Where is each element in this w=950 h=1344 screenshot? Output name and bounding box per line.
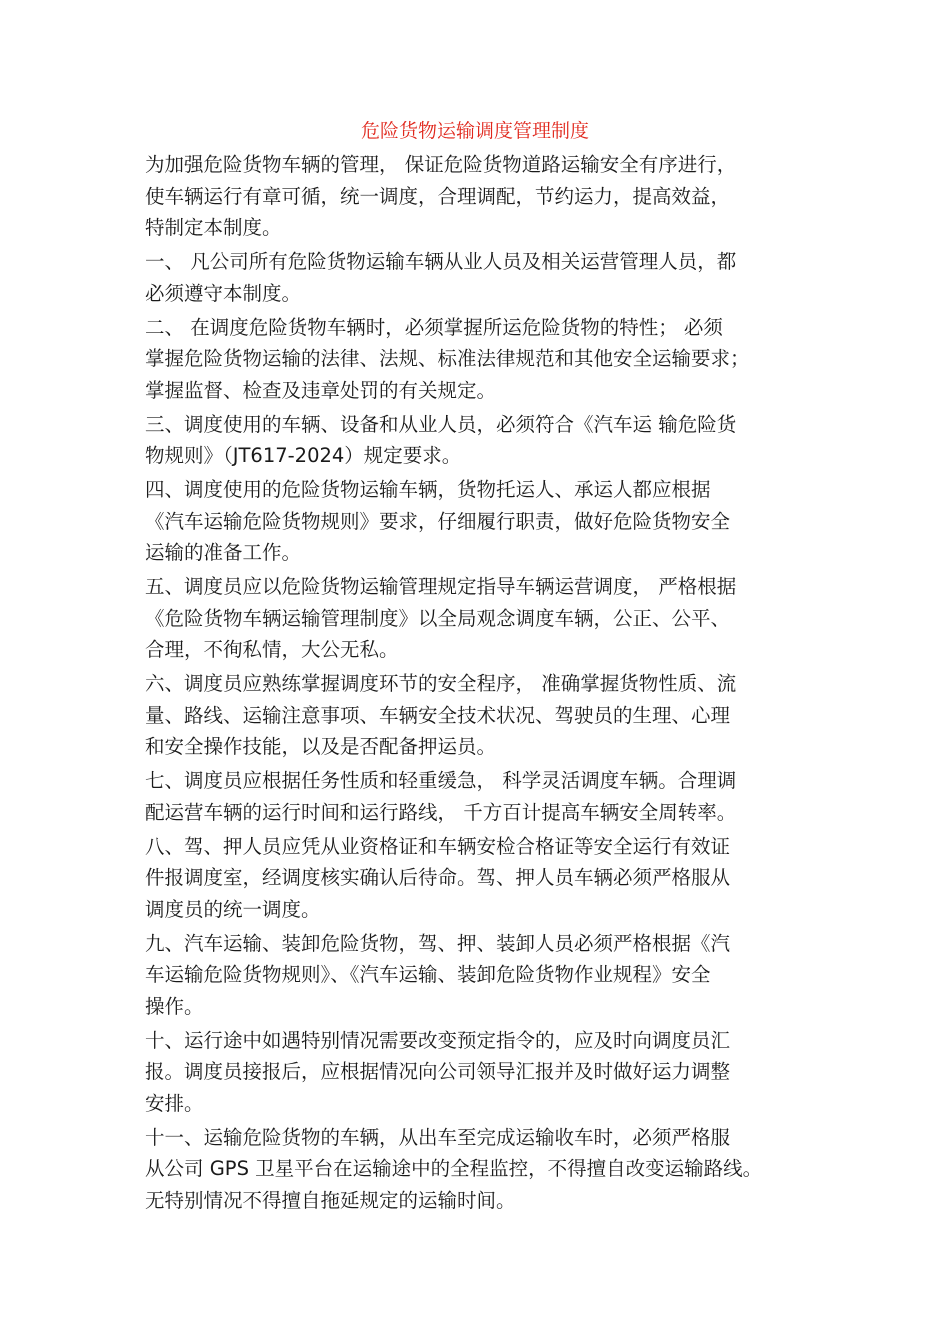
text-line: 一、 凡公司所有危险货物运输车辆从业人员及相关运营管理人员，都 xyxy=(145,250,737,273)
text-line: 九、汽车运输、装卸危险货物，驾、押、装卸人员必须严格根据《汽 xyxy=(145,931,731,955)
text-line: 八、驾、押人员应凭从业资格证和车辆安检合格证等安全运行有效证 xyxy=(145,834,731,858)
text-line: 运输的准备工作。 xyxy=(145,541,302,564)
text-line: 件报调度室，经调度核实确认后待命。驾、押人员车辆必须严格服从 xyxy=(145,866,731,889)
text-line: 车运输危险货物规则》、《汽车运输、装卸危险货物作业规程》安全 xyxy=(145,963,711,986)
text-line: 十、运行途中如遇特别情况需要改变预定指令的，应及时向调度员汇 xyxy=(145,1028,731,1052)
paragraph-clause-3 xyxy=(145,409,810,472)
text-line: 调度员的统一调度。 xyxy=(145,897,321,921)
text-line: 掌握危险货物运输的法律、法规、标准法律规范和其他安全运输要求； xyxy=(145,347,750,370)
text-line: 必须遵守本制度。 xyxy=(145,281,302,305)
paragraph-intro xyxy=(145,149,810,244)
paragraph-clause-1 xyxy=(145,246,810,309)
text-line: 三、调度使用的车辆、设备和从业人员，必须符合《汽车运 输危险货 xyxy=(145,412,737,436)
paragraph-clause-4 xyxy=(145,474,810,569)
text-line: 物规则》（JT617-2024）规定要求。 xyxy=(145,444,462,467)
text-line: 《危险货物车辆运输管理制度》以全局观念调度车辆，公正、公平、 xyxy=(145,606,731,630)
text-line: 无特别情况不得擅自拖延规定的运输时间。 xyxy=(145,1188,516,1212)
text-line: 二、 在调度危险货物车辆时，必须掌握所运危险货物的特性； 必须 xyxy=(145,315,723,339)
paragraph-clause-9 xyxy=(145,928,810,1023)
paragraph-clause-6 xyxy=(145,668,810,763)
text-line: 特制定本制度。 xyxy=(145,216,282,239)
text-line: 量、路线、运输注意事项、车辆安全技术状况、驾驶员的生理、心理 xyxy=(145,703,731,727)
text-line: 配运营车辆的运行时间和运行路线， 千方百计提高车辆安全周转率。 xyxy=(145,800,737,824)
text-line: 使车辆运行有章可循，统一调度，合理调配，节约运力，提高效益， xyxy=(145,184,731,208)
text-line: 报。调度员接报后，应根据情况向公司领导汇报并及时做好运力调整 xyxy=(145,1060,731,1083)
paragraph-clause-5 xyxy=(145,571,810,666)
text-line: 掌握监督、检查及违章处罚的有关规定。 xyxy=(145,378,497,402)
text-line: 六、调度员应熟练掌握调度环节的安全程序， 准确掌握货物性质、流 xyxy=(145,672,737,695)
paragraph-clause-10 xyxy=(145,1025,810,1120)
text-line: 五、调度员应以危险货物运输管理规定指导车辆运营调度， 严格根据 xyxy=(145,575,737,598)
document-body xyxy=(145,149,810,1219)
text-line: 从公司 GPS 卫星平台在运输途中的全程监控，不得擅自改变运输路线。 xyxy=(145,1157,763,1180)
text-line: 和安全操作技能，以及是否配备押运员。 xyxy=(145,735,497,758)
text-line: 七、调度员应根据任务性质和轻重缓急， 科学灵活调度车辆。合理调 xyxy=(145,769,737,792)
paragraph-clause-7 xyxy=(145,765,810,828)
text-line: 安排。 xyxy=(145,1091,204,1115)
paragraph-clause-2 xyxy=(145,312,810,407)
document-title: 危险货物运输调度管理制度 xyxy=(360,120,589,142)
text-line: 合理，不徇私情，大公无私。 xyxy=(145,638,399,661)
text-line: 十一、运输危险货物的车辆，从出车至完成运输收车时，必须严格服 xyxy=(145,1125,731,1149)
text-line: 四、调度使用的危险货物运输车辆，货物托运人、承运人都应根据 xyxy=(145,478,711,501)
text-line: 《汽车运输危险货物规则》要求，仔细履行职责，做好危险货物安全 xyxy=(145,509,731,533)
text-line: 为加强危险货物车辆的管理， 保证危险货物道路运输安全有序进行， xyxy=(145,153,737,176)
paragraph-clause-8 xyxy=(145,831,810,926)
text-line: 操作。 xyxy=(145,994,204,1018)
paragraph-clause-11 xyxy=(145,1122,810,1217)
